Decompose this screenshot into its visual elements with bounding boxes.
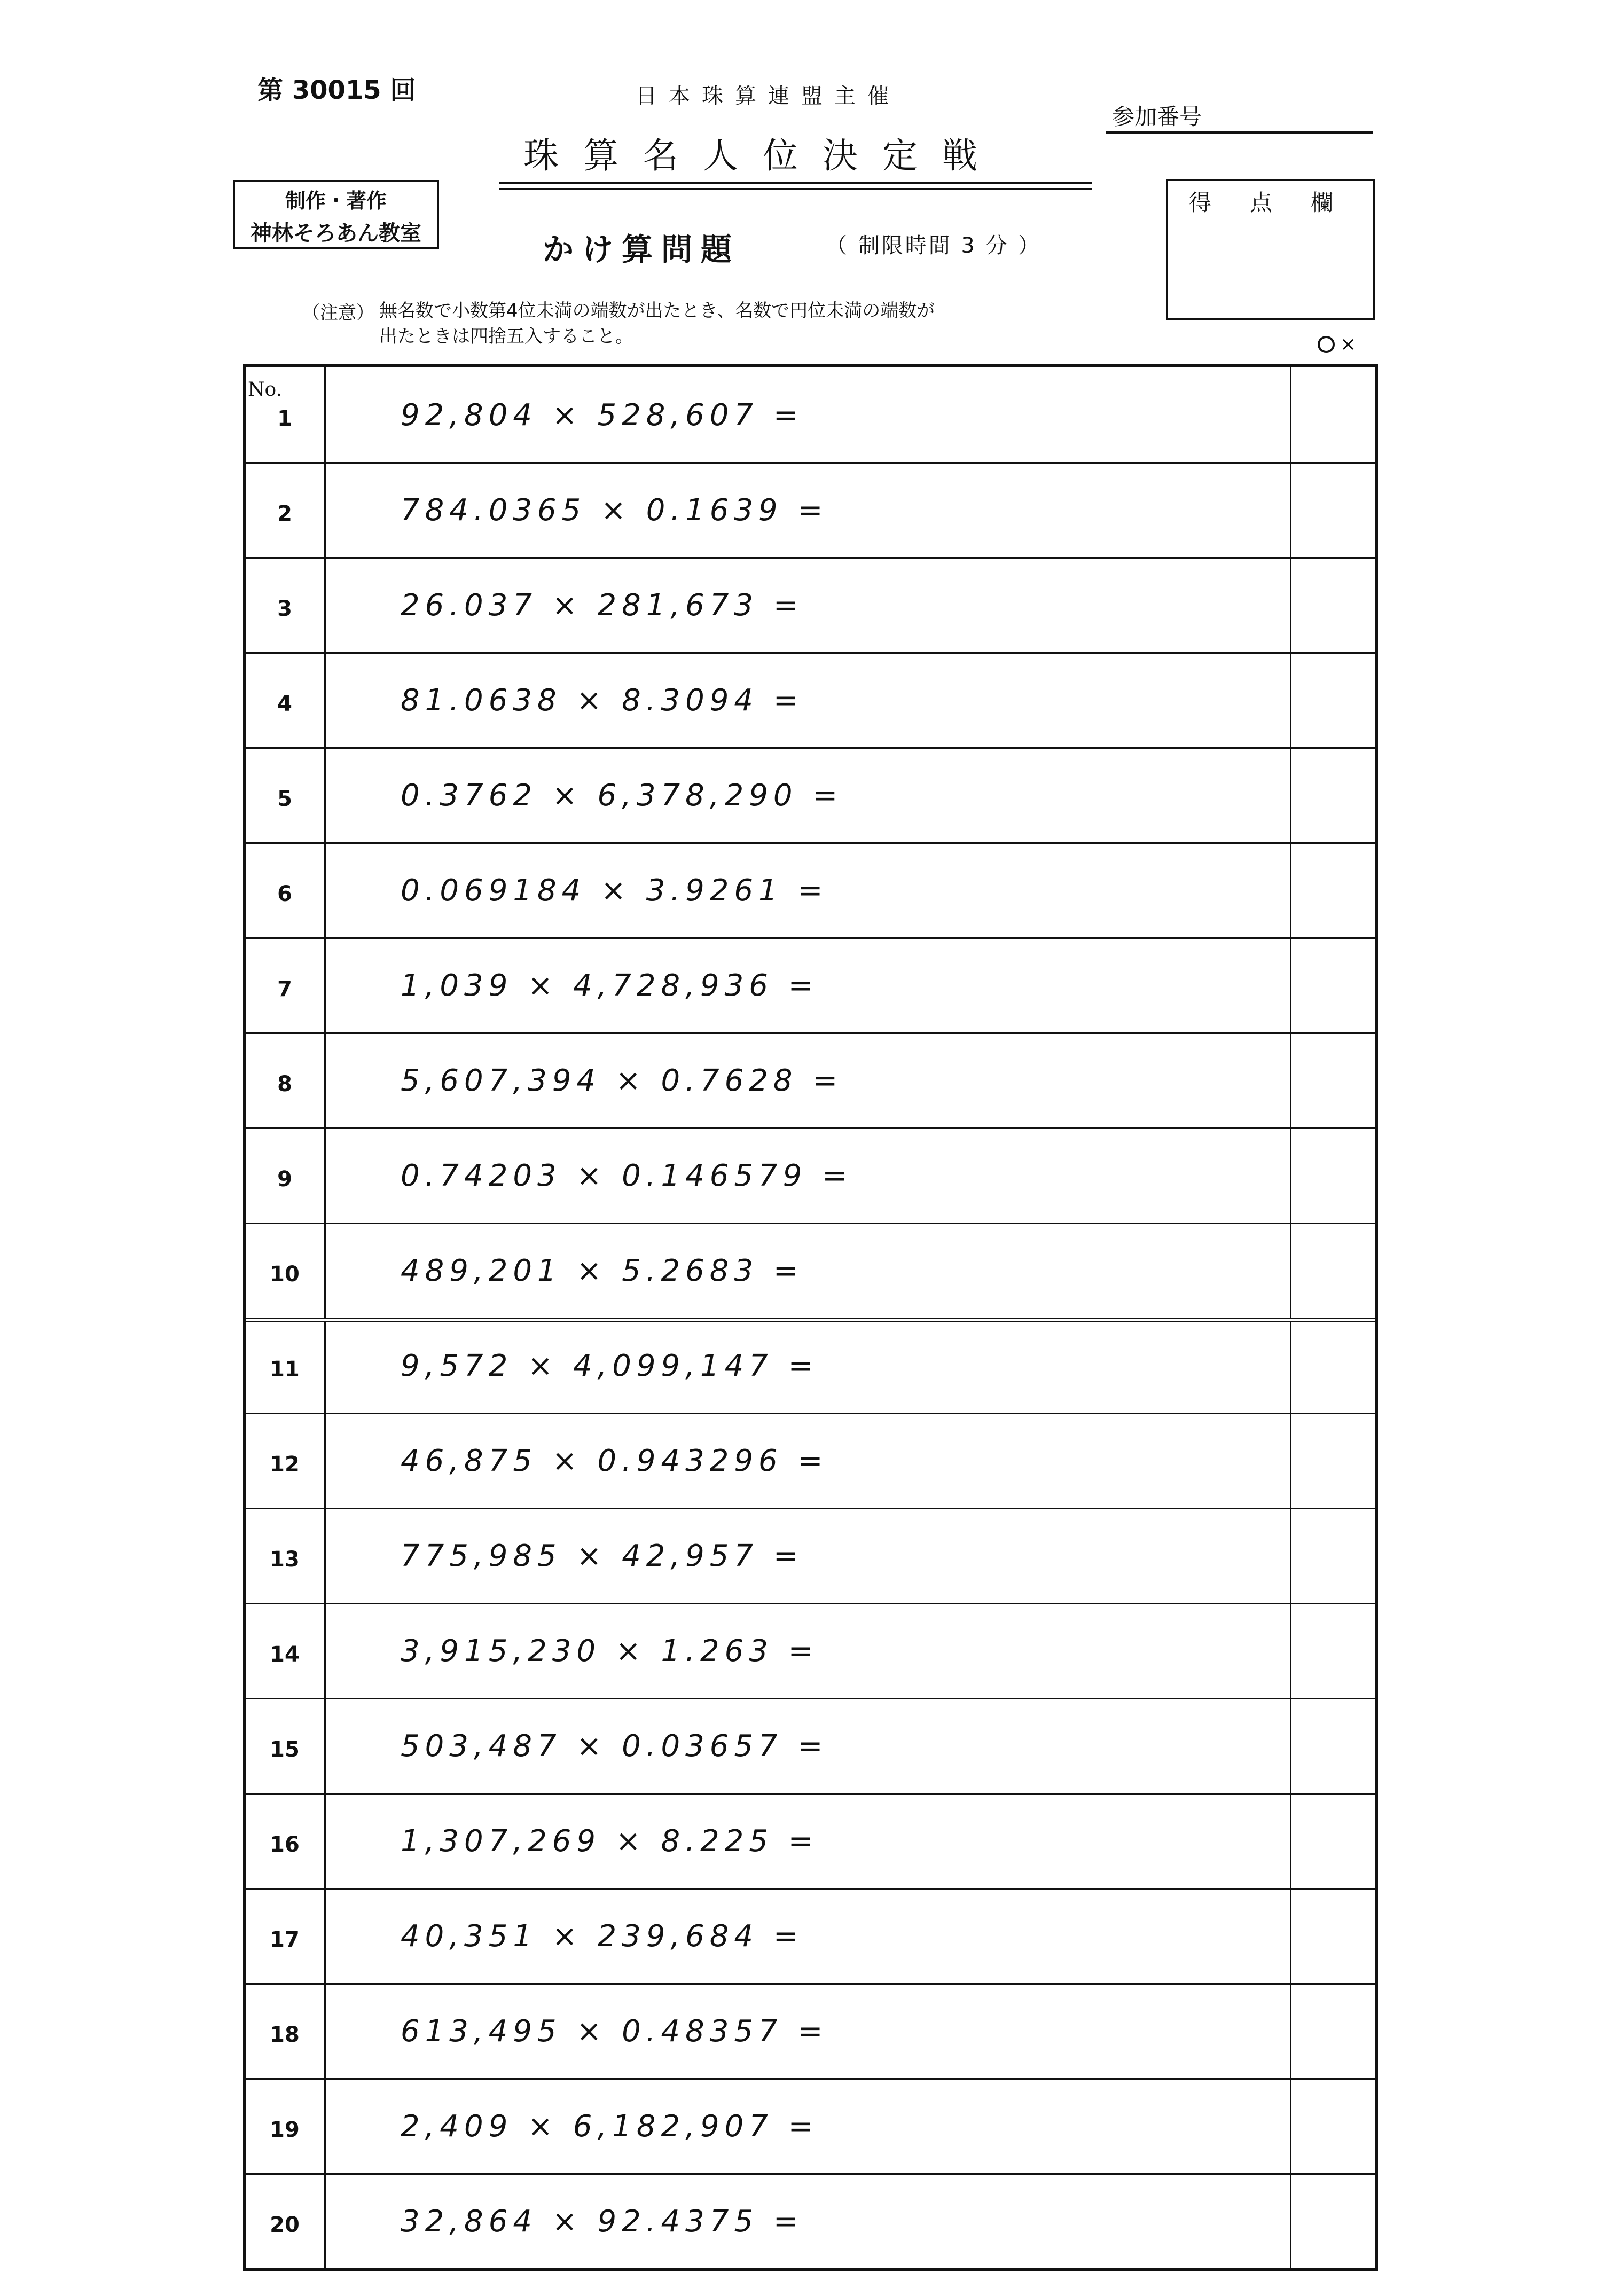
problem-cell	[326, 654, 1290, 747]
problem-number: 4	[277, 692, 292, 716]
problem-number: 2	[277, 501, 292, 526]
problem-row	[246, 2078, 1375, 2173]
problem-row	[246, 462, 1375, 557]
problem-number-cell	[246, 1890, 326, 1983]
round-number: 第 30015 回	[257, 75, 416, 105]
problem-row	[246, 1223, 1375, 1318]
problem-expression: 46,875 × 0.943296 =	[401, 1444, 828, 1478]
problem-number: 15	[270, 1737, 300, 1762]
answer-mark-cell[interactable]	[1290, 1322, 1375, 1413]
problem-number: 14	[270, 1642, 300, 1667]
problem-number: 8	[277, 1072, 292, 1096]
problem-number-cell	[246, 1699, 326, 1793]
problem-number: 20	[270, 2213, 300, 2237]
problem-expression: 81.0638 × 8.3094 =	[401, 683, 804, 718]
answer-mark-cell[interactable]	[1290, 464, 1375, 557]
note-heading: （注意）	[302, 302, 374, 324]
answer-mark-cell[interactable]	[1290, 1034, 1375, 1127]
problem-cell	[326, 1985, 1290, 2078]
answer-mark-cell[interactable]	[1290, 1604, 1375, 1698]
author-box	[233, 180, 439, 249]
problem-expression: 2,409 × 6,182,907 =	[401, 2109, 819, 2144]
problem-number-cell	[246, 844, 326, 937]
problem-row	[246, 1888, 1375, 1983]
answer-mark-cell[interactable]	[1290, 559, 1375, 652]
problem-number: 12	[270, 1452, 300, 1477]
answer-mark-cell[interactable]	[1290, 2080, 1375, 2173]
problem-row	[246, 1983, 1375, 2078]
problem-number: 16	[270, 1832, 300, 1857]
problem-number-cell	[246, 1224, 326, 1318]
problem-number-cell	[246, 1322, 326, 1413]
problem-expression: 784.0365 × 0.1639 =	[401, 493, 828, 528]
problem-cell	[326, 1604, 1290, 1698]
problem-row	[246, 1508, 1375, 1603]
answer-mark-cell[interactable]	[1290, 1129, 1375, 1223]
problem-number-cell	[246, 749, 326, 842]
problem-expression: 613,495 × 0.48357 =	[401, 2014, 828, 2049]
problem-cell	[326, 1034, 1290, 1127]
problem-expression: 503,487 × 0.03657 =	[401, 1729, 828, 1764]
note-line-1: 無名数で小数第4位未満の端数が出たとき、名数で円位未満の端数が	[379, 300, 935, 322]
answer-mark-cell[interactable]	[1290, 1795, 1375, 1888]
problem-table	[243, 364, 1378, 2271]
problem-cell	[326, 1322, 1290, 1413]
title-underline-thin	[499, 188, 1092, 190]
sponsor-line: 日本珠算連盟主催	[636, 84, 900, 108]
problem-row	[246, 2173, 1375, 2268]
grading-marks	[1318, 333, 1356, 355]
problem-number-cell	[246, 654, 326, 747]
problem-number: 17	[270, 1927, 300, 1952]
entry-number-label: 参加番号	[1112, 104, 1202, 130]
problem-expression: 3,915,230 × 1.263 =	[401, 1634, 819, 1668]
author-role: 制作・著作	[285, 189, 387, 213]
problem-number-cell	[246, 1034, 326, 1127]
problem-number-cell	[246, 559, 326, 652]
problem-number: 3	[277, 597, 292, 621]
problem-number-cell	[246, 1414, 326, 1508]
problem-type-title: かけ算問題	[543, 231, 741, 268]
problem-number-cell	[246, 1604, 326, 1698]
problem-expression: 92,804 × 528,607 =	[401, 398, 804, 433]
note-text	[379, 298, 935, 349]
problem-cell	[326, 464, 1290, 557]
problem-row	[246, 557, 1375, 652]
number-column-label: No.	[248, 379, 282, 401]
title-underline-thick	[499, 182, 1092, 184]
problem-cell	[326, 367, 1290, 462]
problem-row	[246, 1127, 1375, 1223]
problem-cell	[326, 2080, 1290, 2173]
problem-row	[246, 1603, 1375, 1698]
answer-mark-cell[interactable]	[1290, 1890, 1375, 1983]
problem-cell	[326, 2175, 1290, 2268]
answer-mark-cell[interactable]	[1290, 1699, 1375, 1793]
problem-number: 18	[270, 2023, 300, 2047]
score-label: 得点欄	[1188, 190, 1372, 216]
problem-cell	[326, 1129, 1290, 1223]
problem-number-cell	[246, 464, 326, 557]
problem-number: 7	[277, 977, 292, 1001]
problem-number-cell	[246, 2175, 326, 2268]
problem-expression: 9,572 × 4,099,147 =	[401, 1349, 819, 1383]
answer-mark-cell[interactable]	[1290, 1224, 1375, 1318]
problem-row	[246, 1413, 1375, 1508]
circle-mark-icon	[1318, 336, 1335, 353]
problem-row	[246, 842, 1375, 937]
time-limit: （ 制限時間 3 分 ）	[826, 233, 1042, 258]
problem-number: 1	[277, 406, 292, 431]
problem-number: 11	[270, 1357, 300, 1382]
problem-number: 9	[277, 1167, 292, 1192]
problem-cell	[326, 1795, 1290, 1888]
answer-mark-cell[interactable]	[1290, 939, 1375, 1032]
problem-cell	[326, 1890, 1290, 1983]
problem-expression: 1,039 × 4,728,936 =	[401, 968, 819, 1003]
problem-number: 10	[270, 1262, 300, 1287]
problem-cell	[326, 559, 1290, 652]
problem-expression: 5,607,394 × 0.7628 =	[401, 1063, 843, 1098]
problem-number-cell	[246, 1509, 326, 1603]
problem-cell	[326, 1509, 1290, 1603]
answer-mark-cell[interactable]	[1290, 844, 1375, 937]
problem-number-cell	[246, 1795, 326, 1888]
problem-row	[246, 1318, 1375, 1413]
answer-mark-cell[interactable]	[1290, 1414, 1375, 1508]
exam-title: 珠算名人位決定戦	[523, 135, 1002, 176]
problem-expression: 775,985 × 42,957 =	[401, 1539, 804, 1573]
problem-row	[246, 652, 1375, 747]
problem-number-cell	[246, 939, 326, 1032]
problem-row	[246, 367, 1375, 462]
problem-expression: 32,864 × 92.4375 =	[401, 2204, 804, 2239]
problem-cell	[326, 1699, 1290, 1793]
problem-row	[246, 1698, 1375, 1793]
problem-number-cell	[246, 367, 326, 462]
note-line-2: 出たときは四捨五入すること。	[379, 326, 633, 347]
problem-row	[246, 747, 1375, 842]
problem-number: 19	[270, 2118, 300, 2142]
answer-mark-cell[interactable]	[1290, 654, 1375, 747]
problem-number-cell	[246, 1985, 326, 2078]
problem-row	[246, 937, 1375, 1032]
problem-expression: 26.037 × 281,673 =	[401, 588, 804, 623]
problem-expression: 0.74203 × 0.146579 =	[401, 1158, 853, 1193]
problem-expression: 1,307,269 × 8.225 =	[401, 1824, 819, 1859]
problem-expression: 40,351 × 239,684 =	[401, 1919, 804, 1954]
author-name: 神林そろあん教室	[250, 221, 421, 246]
entry-number-field[interactable]	[1106, 131, 1373, 134]
problem-cell	[326, 749, 1290, 842]
answer-mark-cell[interactable]	[1290, 367, 1375, 462]
problem-number-cell	[246, 1129, 326, 1223]
problem-cell	[326, 844, 1290, 937]
problem-number: 5	[277, 787, 292, 811]
problem-number-cell	[246, 2080, 326, 2173]
problem-cell	[326, 1414, 1290, 1508]
problem-expression: 489,201 × 5.2683 =	[401, 1253, 804, 1288]
answer-mark-cell[interactable]	[1290, 1509, 1375, 1603]
problem-expression: 0.069184 × 3.9261 =	[401, 873, 828, 908]
answer-mark-cell[interactable]	[1290, 2175, 1375, 2268]
problem-expression: 0.3762 × 6,378,290 =	[401, 778, 843, 813]
cross-mark-icon: ×	[1340, 333, 1357, 355]
answer-mark-cell[interactable]	[1290, 1985, 1375, 2078]
problem-number: 13	[270, 1547, 300, 1572]
problem-cell	[326, 1224, 1290, 1318]
score-box[interactable]	[1166, 179, 1375, 320]
problem-number: 6	[277, 882, 292, 906]
problem-row	[246, 1032, 1375, 1127]
answer-mark-cell[interactable]	[1290, 749, 1375, 842]
problem-cell	[326, 939, 1290, 1032]
problem-row	[246, 1793, 1375, 1888]
